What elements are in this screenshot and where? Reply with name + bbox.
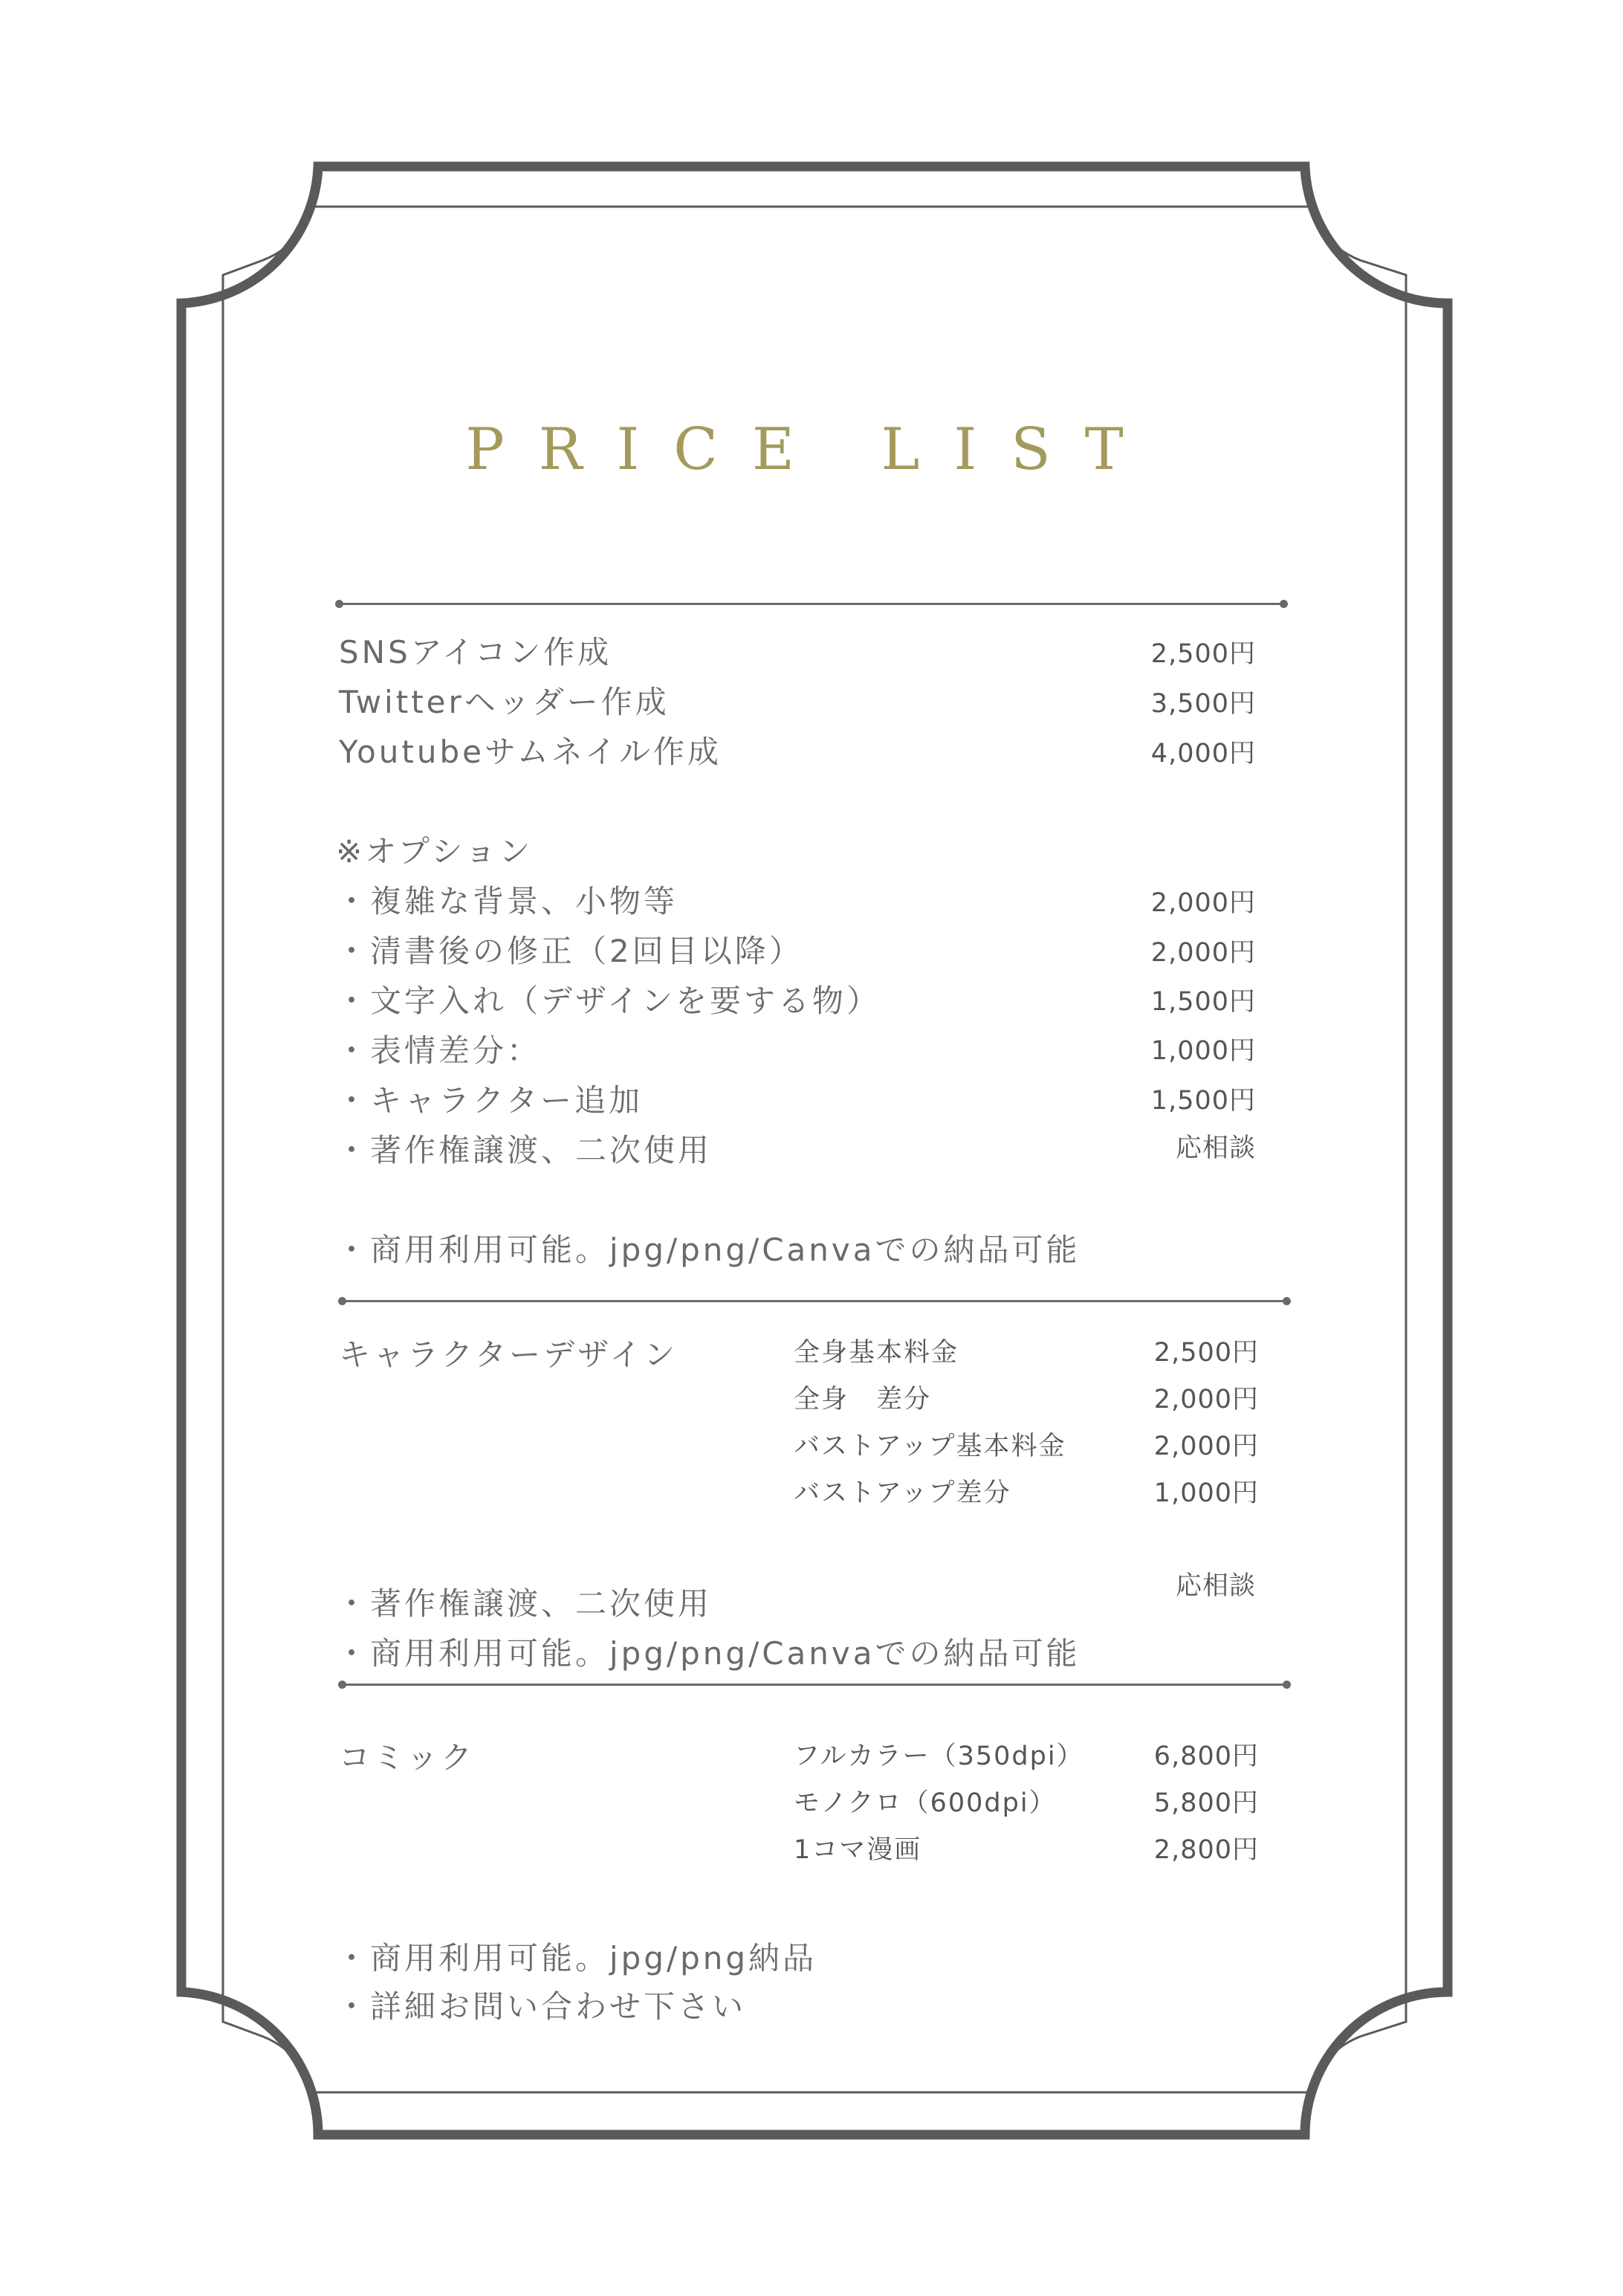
menu-item-price: 2,000円 [1153, 1385, 1259, 1414]
menu-item-label: 全身基本料金 [794, 1338, 959, 1368]
menu-item-label: バストアップ差分 [794, 1478, 1011, 1508]
menu-item-label: 1コマ漫画 [794, 1835, 922, 1865]
divider-dot [338, 1681, 346, 1689]
menu-item-label: SNSアイコン作成 [339, 634, 612, 670]
option-label: ・著作権譲渡、二次使用 [336, 1132, 713, 1168]
option-price: 1,500円 [1150, 987, 1256, 1017]
option-price: 1,000円 [1150, 1036, 1256, 1066]
divider-dot [338, 1297, 346, 1305]
options-heading: ※オプション [336, 833, 534, 870]
option-price: 2,000円 [1150, 938, 1256, 968]
menu-item-price: 2,800円 [1153, 1835, 1259, 1865]
menu-item-price: 6,800円 [1153, 1742, 1259, 1771]
menu-item-label: モノクロ（600dpi） [794, 1788, 1057, 1818]
usage-note: ・商用利用可能。jpg/png/Canvaでの納品可能 [336, 1232, 1081, 1268]
divider [339, 603, 1284, 605]
menu-item-price: 5,800円 [1153, 1788, 1259, 1818]
section-heading: キャラクターデザイン [339, 1336, 678, 1373]
divider-dot [1283, 1681, 1291, 1689]
option-label: ・清書後の修正（2回目以降） [336, 933, 803, 969]
usage-note: ・商用利用可能。jpg/png納品 [336, 1940, 817, 1976]
option-price: 1,500円 [1150, 1086, 1256, 1116]
menu-item-label: バストアップ基本料金 [794, 1432, 1066, 1461]
menu-item-label: 全身 差分 [794, 1385, 932, 1414]
menu-item-price: 3,500円 [1150, 689, 1256, 719]
option-price: 応相談 [1175, 1134, 1256, 1163]
divider-dot [1283, 1297, 1291, 1305]
option-price: 2,000円 [1150, 888, 1256, 918]
page-title: PRICE LIST [465, 416, 1158, 483]
menu-item-price: 1,000円 [1153, 1478, 1259, 1508]
menu-item-label: Twitterヘッダー作成 [339, 684, 670, 720]
section-heading: コミック [339, 1739, 476, 1776]
divider [342, 1684, 1287, 1686]
option-label: ・文字入れ（デザインを要する物） [336, 983, 881, 1019]
usage-note: ・商用利用可能。jpg/png/Canvaでの納品可能 [336, 1635, 1081, 1672]
divider-dot [335, 600, 343, 608]
usage-note: ・詳細お問い合わせ下さい [336, 1988, 747, 2025]
menu-item-price: 4,000円 [1150, 739, 1256, 769]
menu-item-label: フルカラー（350dpi） [794, 1742, 1084, 1771]
consult-price: 応相談 [1175, 1571, 1256, 1601]
usage-note: ・著作権譲渡、二次使用 [336, 1585, 713, 1622]
option-label: ・キャラクター追加 [336, 1082, 644, 1119]
divider [342, 1300, 1287, 1302]
menu-item-price: 2,500円 [1153, 1338, 1259, 1368]
option-label: ・表情差分： [336, 1032, 542, 1069]
menu-item-label: Youtubeサムネイル作成 [339, 734, 722, 770]
option-label: ・複雑な背景、小物等 [336, 883, 678, 919]
divider-dot [1280, 600, 1288, 608]
menu-item-price: 2,000円 [1153, 1432, 1259, 1461]
menu-item-price: 2,500円 [1150, 639, 1256, 669]
